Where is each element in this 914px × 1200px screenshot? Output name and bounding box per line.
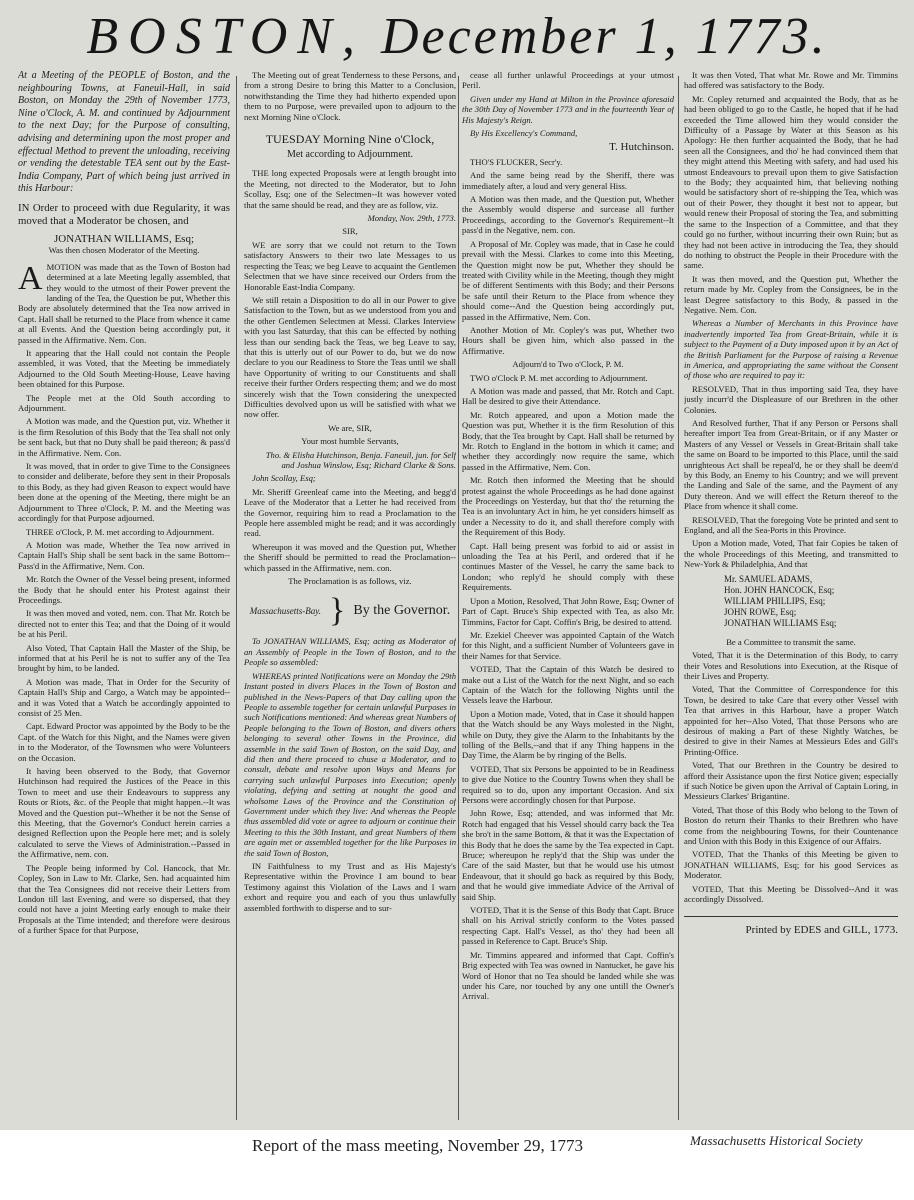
brace-glyph: } (329, 592, 346, 630)
paragraph: Another Motion of Mr. Copley's was put, Whether two Hours shall be given him, which also passed in the Affirmative. (462, 324, 674, 356)
given-under-hand: Given under my Hand at Milton in the Province aforesaid the 30th Day of November 1773 and in the fourteenth Year of His Majesty's Reign. (462, 93, 674, 125)
paragraph: Voted, That it is the Determination of this Body, to carry their Votes and Resolutions into Execution, at the Risque of their Lives and Property. (684, 650, 898, 681)
paragraph: Whereupon it was moved and the Question put, Whether the Sheriff should be permitted to read the Proclamation--which passed in the Affirmative, nem. con. (244, 541, 456, 573)
paragraph: And the same being read by the Sheriff, there was immediately after, a loud and very general Hiss. (462, 170, 674, 191)
paragraph: It having been observed to the Body, that Governor Hutchinson had required the Justices of the Peace in this Town to meet and use their Endeavours to suppress any Routs or Riots, &c. of the People that might happen.--It was Moved and the Question put--Whether it be not the Sense of this Meeting, that the Governor's Conduct herein carries a designed Reflection upon the People here met; and is solely calculated to serve the Views of Administration.--Passed in the Affirmative, nem. con. (18, 766, 230, 860)
printer-imprint: Printed by EDES and GILL, 1773. (684, 916, 898, 935)
lead-paragraph: IN Order to proceed with due Regularity, it was moved that a Moderator be chosen, and (18, 201, 230, 227)
paragraph: AMOTION was made that as the Town of Boston had determined at a late Meeting legally assembled, that they would to the utmost of their Power prevent the landing of the Tea, the Question be put, Whether this Body are absolutely determined that the Tea now arrived in Capt. Hall shall be returned to the Place from whence it came at all Events. And the Question being accordingly put, it passed in the Affirmative. Nem. Con. (18, 259, 230, 345)
proclamation-intro: The Proclamation is as follows, viz. (288, 576, 412, 587)
column-2 (244, 70, 456, 1120)
image-credit: Massachusetts Historical Society (690, 1133, 863, 1148)
masthead-city: BOSTON, (86, 8, 365, 65)
paragraph: THREE o'Clock, P. M. met according to Adjournment. (26, 526, 214, 537)
paragraph: TWO o'Clock P. M. met according to Adjournment. (470, 372, 648, 383)
paragraph: VOTED, That six Persons be appointed to be in Readiness to give due Notice to the Country Towns when they shall be required so to do, upon any important Occasion. And six Persons were accordingly chosen for that Purpose. (462, 763, 674, 805)
column-rule (236, 76, 237, 1120)
paragraph: It was then moved, and the Question put, Whether the return made by Mr. Copley from the Consignees, be in the least Degree satisfactory to this Body, & passed in the Negative. Nem. Con. (684, 273, 898, 315)
section-heading: TUESDAY Morning Nine o'Clock, (265, 132, 435, 147)
committee-name: JOHN ROWE, Esq; (724, 606, 797, 617)
paragraph: A Motion was then made, and the Question put, Whether the Assembly would disperse and surcease all further Proceedings, according to the Governor's Requirement--It pass'd in the Negative, nem. con. (462, 194, 674, 236)
letter-salutation: SIR, (342, 226, 358, 237)
paragraph: Also Voted, That Captain Hall the Master of the Ship, be informed that at his Peril he is not to suffer any of the Tea brought by him, to be landed. (18, 642, 230, 674)
proclamation-by: By the Governor. (353, 603, 451, 619)
committee-names (724, 574, 898, 629)
paragraph: Mr. Ezekiel Cheever was appointed Captain of the Watch for this Night, and a sufficient Number of Volunteers gave in their Names for that Service. (462, 629, 674, 661)
paragraph: A Motion was made, That in Order for the Security of Captain Hall's Ship and Cargo, a Watch may be appointed--and it was Voted that a Watch be accordingly appointed to consist of 25 Men. (18, 676, 230, 718)
masthead (0, 6, 914, 68)
masthead-date: December 1, 1773. (380, 8, 828, 65)
moderator-name: JONATHAN WILLIAMS, Esq; (53, 232, 195, 245)
paragraph: Voted, That the Committee of Correspondence for this Town, be desired to take Care that every other Vessel with Tea that arrives in this Harbour, have a proper Watch appointed for her--Also Voted, That those Persons who are desirous of making a Part of these Nightly Watches, be desired to give in their Names at Messieurs Edes and Gill's Printing-Office. (684, 684, 898, 757)
paragraph: A Motion was made and passed, that Mr. Rotch and Capt. Hall be desired to give their Attendance. (462, 385, 674, 407)
proclamation-body: WHEREAS printed Notifications were on Monday the 29th Instant posted in divers Places in the Town of Boston and published in the News-Papers of that Day calling upon the People to assemble together for certain unlawful Purposes in such Notifications mentioned: And whereas great Numbers of People belonging to the Town of Boston, and divers others belonging to several other Towns in the Province, did assemble in the said Town of Boston, on the said Day, and did then and there proceed to chuse a Moderator, and to consult, debate and resolve upon Ways and Means for carrying such unlawful Purposes into Execution; openly violating, defying and setting at nought the good and wholsome Laws of the Province and the Constitution of Government under which they live: And whereas the People thus assembled did vote or agree to adjourn or continue their Meeting to this the 30th Instant, and great Numbers of them are again met or assembled together for the like Purposes in the said Town of Boston, (244, 670, 456, 858)
paragraph: Upon a Motion, Resolved, That John Rowe, Esq; Owner of Part of Capt. Bruce's Ship expected with Tea, as also Mr. Timmins, Factor for Capt. Coffin's Brig, be desired to attend. (462, 595, 674, 627)
paragraph: Voted, That those of this Body who belong to the Town of Boston do return their Thanks to their Brethren who have come from the neighbouring Towns, for their Countenance and Union with this Body in this Exigence of our Affairs. (684, 804, 898, 846)
paragraph: Whereas a Number of Merchants in this Province have inadvertently imported Tea from Great-Britain, while it is subject to the Payment of a Duty imposed upon it by an Act of the British Parliament for the Purpose of raising a Revenue in America, and appropriating the same without the Consent of those who are required to pay it: (684, 318, 898, 381)
paragraph: And Resolved further, That if any Person or Persons shall hereafter import Tea from Great-Britain, or if any Master or Masters of any Vessel or Vessels in Great-Britain shall take the same on Board to be imported to this Place, until the said unrighteous Act shall be repeal'd, he or they shall be deem'd by this Body, an Enemy to his Country; and we will prevent the Landing and Sale of the same, and the Payment of any Duty thereon. And we will effect the Return thereof to the Place from whence it shall come. (684, 418, 898, 512)
paragraph: It was moved, that in order to give Time to the Consignees to consider and deliberate, before they sent in their Proposals to this Body, as they had given Reason to expect would have been done at the opening of the Meeting, there might be an Adjournment to Three o'Clock, P. M. and the Meeting was accordingly for that Purpose adjourned. (18, 461, 230, 524)
paragraph: VOTED, That the Thanks of this Meeting be given to JONATHAN WILLIAMS, Esq; for his good Services as Moderator. (684, 849, 898, 881)
paragraph: Capt. Hall being present was forbid to aid or assist in unloading the Tea at his Peril, and ordered that if he continues Master of the Vessel, he carry the same back to London; who reply'd he should comply with these Requirements. (462, 540, 674, 593)
paragraph: RESOLVED, That in thus importing said Tea, they have justly incurr'd the Displeasure of our Brethren in the other Colonies. (684, 383, 898, 415)
letter-paragraph: WE are sorry that we could not return to the Town satisfactory Answers to their two late Messages to us respecting the Teas; we beg Leave to acquaint the Gentlemen Selectmen that we have since received our Orders from the Honorable East-India Company. (244, 239, 456, 292)
paragraph: A Motion was made, and the Question put, viz. Whether it is the firm Resolution of this Body that the Tea shall not only be sent back, but that no Duty shall be paid thereon; & pass'd in the Affirmative. Nem. Con. (18, 416, 230, 458)
proclamation-close: IN Faithfulness to my Trust and as His Majesty's Representative within the Province I am bound to bear Testimony against this Violation of the Laws and I warn exhort and require you and each of you thus unlawfully assembled forthwith to disperse and to sur- (244, 861, 456, 913)
letter-dateline: Monday, Nov. 29th, 1773. (367, 213, 456, 224)
paragraph: Mr. Rotch the Owner of the Vessel being present, informed the Body that he should enter his Protest against their Proceedings. (18, 574, 230, 605)
letter-addressee: John Scollay, Esq; (252, 473, 316, 484)
paragraph: The People being informed by Col. Hancock, that Mr. Copley, Son in Law to Mr. Clarke, Sen. had acquainted him that the Tea Consignees did not receive their Letters from London till last Evening, and were so dispersed, that they could not have a joint Meeting early enough to make their Proposals at the Time intended; and therefore were desirous of a further Space for that Purpose, (18, 862, 230, 936)
proclamation-address: To JONATHAN WILLIAMS, Esq; acting as Moderator of an Assembly of People in the Town of Boston, and to the People so assembled: (244, 636, 456, 668)
paragraph: It was then Voted, That what Mr. Rowe and Mr. Timmins had offered was satisfactory to the Body. (684, 70, 898, 91)
figure-caption: Report of the mass meeting, November 29, 1773 (252, 1136, 583, 1155)
column-4 (684, 70, 898, 1120)
moderator-note: Was then chosen Moderator of the Meeting. (48, 245, 200, 256)
section-subhead: Met according to Adjournment. (286, 149, 414, 161)
governor-signature: T. Hutchinson. (609, 141, 674, 154)
paragraph: A Motion was made, Whether the Tea now arrived in Captain Hall's Ship shall be sent back in the same Bottom--Pass'd in the Affirmative, Nem. Con. (18, 539, 230, 571)
paragraph: It was then moved and voted, nem. con. That Mr. Rotch be directed not to enter this Tea; and that the Doing of it would be at his Peril. (18, 608, 230, 640)
paragraph: Mr. Copley returned and acquainted the Body, that as he had been obliged to go to the Castle, he hoped that if he had exceeded the Time allowed him they would consider the Difficulty of a Passage by Water at this Season as his Apology: He then further acquainted the Body, that he had seen all the Consignees, and tho' he had convinced them that they might attend this Meeting with safety, and had used his utmost Endeavours to prevail upon them to give Satisfaction to the Body; they acquainted him, that believing nothing would be satisfactory short of re-shipping the Tea, which was out of their Power, they thought it best not to appear, but would renew their Proposal of storing the Tea, and submitting the same to the Inspection of a Committee, and that they could go no further, without incurring their own Ruin; but as they had not been active in introducing the Tea, they should do nothing to obstruct the People in their Procedure with the same. (684, 93, 898, 271)
committee-name: JONATHAN WILLIAMS Esq; (724, 617, 837, 628)
paragraph: Mr. Rotch then informed the Meeting that he should protest against the whole Proceedings as he had done against the Proceedings on Yesterday, but that tho' the returning the Tea is an involuntary Act in him, he yet considers himself as under a Necessity to do it, and shall therefore comply with the Requirement of this Body. (462, 475, 674, 538)
drop-cap: A (18, 259, 43, 297)
paragraph: The People met at the Old South according to Adjournment. (18, 392, 230, 414)
paragraph: THE long expected Proposals were at length brought into the Meeting, not directed to the Moderator, but to John Scollay, Esq; one of the Selectmen--It was however voted that the same should be read, and they are as follow, viz. (244, 168, 456, 210)
proclamation-header (244, 592, 456, 630)
paragraph: cease all further unlawful Proceedings at your utmost Peril. (462, 70, 674, 91)
letter-paragraph: We still retain a Disposition to do all in our Power to give Satisfaction to the Town, but as we understood from you and the other Gentlemen Selectmen at Messi. Clarkes Interview with you last Saturday, that this can be effected by nothing less than our sending back the Teas, we beg Leave to say, that this is utterly out of our Power to do, but we do now declare to you our Readiness to Store the Teas until we shall have Opportunity of writing to our Constituents and shall receive their further Orders respecting them; and we do most sincerely wish that the Town considering the unexpected Difficulties devolved upon us will be satisfied with what we now offer. (244, 294, 456, 420)
proclamation-place: Massachusetts-Bay. (249, 605, 322, 616)
letter-signers: Tho. & Elisha Hutchinson, Benja. Faneuil, jun. for Self and Joshua Winslow, Esq; Richard Clarke & Sons. (265, 449, 456, 470)
paragraph: Upon a Motion made, Voted, that in Case it should happen that the Watch should be any Ways molested in the Night, while on Duty, they give the Alarm to the Inhabitants by the tolling of the Bells,--and that if any Thing happens in the Day Time, the Alarm be by ringing of the Bells. (462, 708, 674, 761)
column-rule (678, 76, 679, 1120)
paragraph: A Proposal of Mr. Copley was made, that in Case he could prevail with the Messi. Clarkes to come into this Meeting, the Question might now be put, Whether they should be treated with Civility while in the Meeting, though they might be of different Sentiments with this Body; and their Persons be safe until their Return to the Place from whence they should come--And the Question being accordingly put, passed in the Affirmative, Nem. Con. (462, 238, 674, 322)
paragraph: Capt. Edward Proctor was appointed by the Body to be the Capt. of the Watch for this Night, and the Names were given in to the Moderator, of the Townsmen who were Volunteers on the Occasion. (18, 721, 230, 763)
by-command: By His Excellency's Command, (470, 128, 578, 139)
secretary-signature: THO'S FLUCKER, Secr'y. (470, 156, 563, 167)
column-3 (462, 70, 674, 1120)
paragraph: VOTED, That this Meeting be Dissolved--And it was accordingly Dissolved. (684, 883, 898, 905)
paragraph: Voted, That our Brethren in the Country be desired to afford their Assistance upon the first Notice given; especially if such Notice be given upon the Arrival of Captain Loring, in Messieurs Clarkes' Brigantine. (684, 760, 898, 802)
committee-name: Hon. JOHN HANCOCK, Esq; (724, 584, 835, 595)
paragraph: Upon a Motion made, Voted, That fair Copies be taken of the whole Proceedings of this Meeting, and transmitted to New-York & Philadelphia, And that (684, 538, 898, 570)
committee-name: Mr. SAMUEL ADAMS, (724, 573, 813, 584)
paragraph: Mr. Sheriff Greenleaf came into the Meeting, and begg'd Leave of the Moderator that a Letter he had received from the Governor, requiring him to read a Proclamation to the People here assembled might be read; and it was accordingly read. (244, 486, 456, 539)
letter-closing: Your most humble Servants, (301, 436, 399, 447)
paragraph: John Rowe, Esq; attended, and was informed that Mr. Rotch had engaged that his Vessel should carry back the Tea she bro't in the same Bottom, & that it was the Expectation of this Body that he does the same by the Tea expected in Capt. Bruce; whereupon he reply'd that the Ship was under the Care of the said Master, but that he would use his utmost Endeavour, that it should go back as required by this Body, and that he would give immediate Advice of the Arrival of said Ship. (462, 808, 674, 902)
column-1 (18, 70, 230, 1120)
paragraph: VOTED, That it is the Sense of this Body that Capt. Bruce shall on his Arrival strictly conform to the Votes passed respecting Capt. Hall's Vessel, as tho' they had been all passed in Reference to Capt. Bruce's Ship. (462, 905, 674, 947)
paragraph: Mr. Timmins appeared and informed that Capt. Coffin's Brig expected with Tea was owned in Nantucket, he gave his Word of Honor that no Tea should be landed while she was under his Care, nor touched by any one untill the Owner's Arrival. (462, 949, 674, 1002)
column-rule (458, 76, 459, 1120)
letter-closing: We are, SIR, (328, 422, 372, 433)
committee-note: Be a Committee to transmit the same. (726, 636, 856, 647)
paragraph: RESOLVED, That the foregoing Vote be printed and sent to England, and all the Sea-Ports in this Province. (684, 514, 898, 536)
paragraph: VOTED, That the Captain of this Watch be desired to make out a List of the Watch for the next Night, and so each Captain of the Watch for the following Nights until the Vessels leave the Harbour. (462, 664, 674, 706)
adjourn-note: Adjourn'd to Two o'Clock, P. M. (512, 359, 624, 370)
paragraph: Mr. Rotch appeared, and upon a Motion made the Question was put, Whether it is the firm Resolution of this Body, that the Tea brought by Capt. Hall shall be returned by Mr. Rotch to England in the bottom in which it came; and whether they accordingly now require the same, which passed in the Affirmative, Nem. Con. (462, 409, 674, 472)
paragraph: The Meeting out of great Tenderness to these Persons, and from a strong Desire to bring this Matter to a Conclusion, notwithstanding the Time they had hitherto expended upon them to no Purpose, were prevailed upon to adjourn to the next Morning Nine o'Clock. (244, 70, 456, 122)
meeting-intro: At a Meeting of the PEOPLE of Boston, and the neighbouring Towns, at Faneuil-Hall, in said Boston, on Monday the 29th of November 1773, Nine o'Clock, A. M. and continued by Adjournment to the next Day; for the Purpose of consulting, advising and determining upon the most proper and effectual Method to prevent the unloading, receiving or vending the detestable TEA sent out by the East-India Company, Part of which being just arrived in this Harbour: (18, 70, 230, 195)
paragraph: It appearing that the Hall could not contain the People assembled, it was Voted, that the Meeting be immediately Adjourned to the Old South Meeting-House, Leave having been obtained for this Purpose. (18, 348, 230, 390)
committee-name: WILLIAM PHILLIPS, Esq; (724, 595, 826, 606)
